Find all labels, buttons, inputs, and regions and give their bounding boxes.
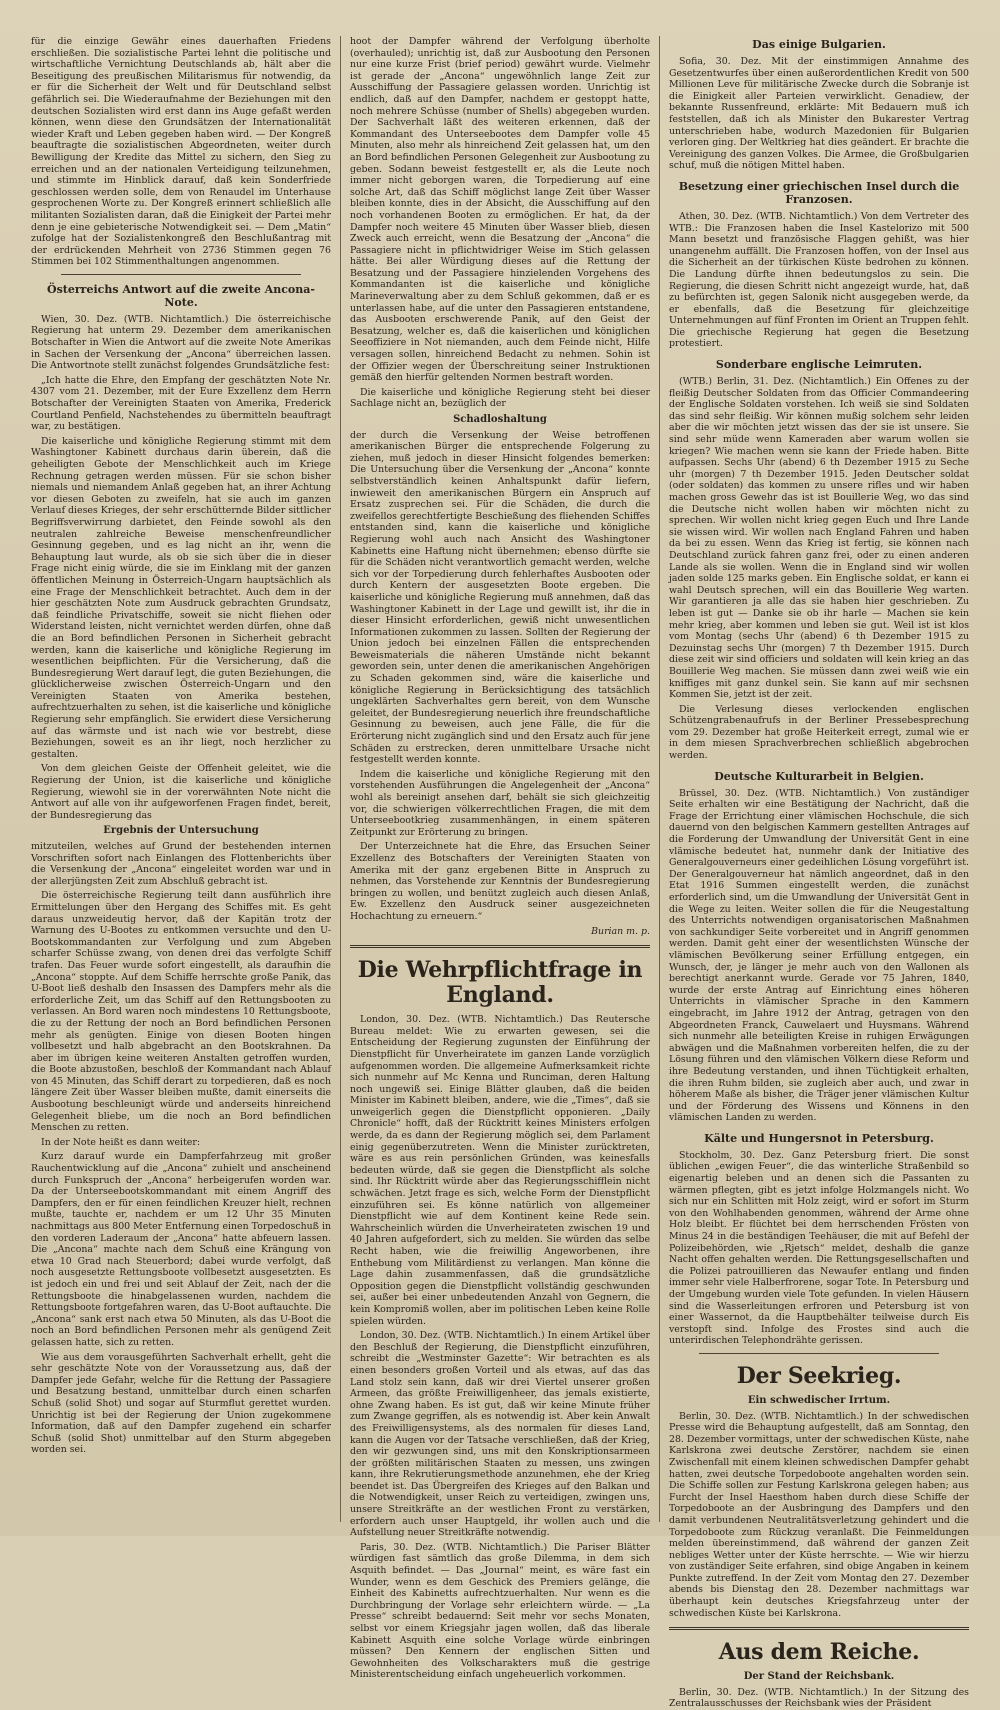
subheading-ergebnis: Ergebnis der Untersuchung (103, 825, 259, 837)
column-1 (22, 36, 340, 1522)
divider (61, 274, 301, 275)
article-text: Die österreichische Regierung teilt dann ausführlich ihre Ermittelungen über den Hergang des Schiffes mit. Es geht daraus unzweideutig hervor, daß der Kapitän trotz der Warnung des U-Bootes zu entkommen versuchte und den U-Bootskommandanten zur Verfolgung und zum Abgeben scharfer Schüsse zwang, von denen drei das verfolgte Schiff trafen. Das Feuer wurde sofort eingestellt, als daraufhin die „Ancona“ stoppte. Auf dem Schiffe herrschte große Panik, das U-Boot ließ deshalb den Insassen des Dampfers mehr als die erforderliche Zeit, um das Schiff auf den Rettungsbooten zu verlassen. An Bord waren noch mindestens 10 Rettungsboote, die zu der Rettung der noch an Bord befindlichen Personen mehr als genügten. Einige von diesen Booten hingen vollbesetzt und halb abgebracht an den Bootskrahnen. Da aber im übrigen keine weiteren Anstalten getroffen wurden, die Boote abzustoßen, beschloß der Kommandant nach Ablauf von 45 Minuten, das Schiff derart zu torpedieren, daß es noch längere Zeit über Wasser bleiben mußte, damit einerseits die Ausbootung beschleunigt würde und anderseits hinreichend Gelegenheit bliebe, um die noch an Bord befindlichen Menschen zu retten. (31, 890, 331, 1134)
article-text: mitzuteilen, welches auf Grund der bestehenden internen Vorschriften sofort nach Einlangen des Flottenberichts über die Versenkung der „Ancona“ eingeleitet worden war und in der allerjüngsten Zeit zum Abschluß gebracht ist. (31, 841, 331, 887)
article-text: Athen, 30. Dez. (WTB. Nichtamtlich.) Von dem Vertreter des WTB.: Die Franzosen haben die Insel Kastelorizo mit 500 Mann besetzt und französische Flaggen gehißt, was hier unangenehm auffällt. Die Franzosen hoffen, von der Insel aus die Sicherheit an der türkischen Küste bedrohen zu können. Die Landung dürfte ihnen bedeutungslos zu sein. Die Regierung, die diesen Schritt nicht angezeigt wurde, hat, daß zu befürchten ist, gegen Salonik nicht ausgegeben werde, da er ebenfalls, daß die Besetzung für gleichzeitige Unternehmungen auf fünf Fronten im Orient an Truppen fehlt. Die griechische Regierung hat gegen die Besetzung protestiert. (669, 210, 969, 350)
article-text: Die kaiserliche und königliche Regierung steht bei dieser Sachlage nicht an, bezüglich der (350, 386, 650, 410)
article-text: „Ich hatte die Ehre, den Empfang der geschätzten Note Nr. 4307 vom 21. Dezember, mit der Eure Exzellenz dem Herrn Botschafter der Vereinigten Staaten von Amerika, Frederick Courtland Penfield, Nachstehendes zu übermitteln beauftragt war, zu bestätigen. (31, 374, 331, 433)
subheading-irrtum: Ein schwedischer Irrtum. (747, 1394, 891, 1406)
article-text: Der Unterzeichnete hat die Ehre, das Ersuchen Seiner Exzellenz des Botschafters der Vereinigten Staaten von Amerika mit der ganz ergebenen Bitte in Anspruch zu nehmen, das Vorstehende zur Kenntnis der Bundesregierung bringen zu wollen, und benützt zugleich auch diesen Anlaß, Ew. Exzellenz den Ausdruck seiner ausgezeichneten Hochachtung zu erneuern.“ (350, 841, 650, 922)
divider (669, 1627, 969, 1630)
article-text: In der Note heißt es dann weiter: (41, 1136, 200, 1148)
article-text: (WTB.) Berlin, 31. Dez. (Nichtamtlich.) Ein Offenes zu der fleißig Deutscher Soldaten from das Officier Commandeering der Englische Soldaten vorstehen. Ich weiß sie sind Soldaten das sind sehr fleißig. Wir können mußig solchem sehr leiden aber die wir möchten jetzt wissen das der sie ist unsere. Sie sind sehr müde wenn Kameraden aber warum wollen sie kriegen? Wie machen wenn sie kann der Friede haben. Bitte aufpassen. Sechs Uhr (abend) 6 th Dezember 1915 zu Seche uhr (morgen) 7 th Dezember 1915. Jeden Deutscher soldat (oder soldaten) das kommen zu unsere rifles und wir haben machen gross Gewehr das ist ist Bouillerie Weg, wo das sind die Deutsche nicht wollen haben wir möchten nicht zu sprechen. Wir wollen nicht krieg gegen Euch und Ihre Lande sie wissen wird. Wir wollen nach England Fahren und haben da bei zu essen. Wenn das Krieg ist fertig, sie können nach Deutschland zurück fahren ganz frei, oder zu einen anderen Lande als sie wollen. Wenn die in England sind wir wollen jaden solde 125 marks geben. Ein Englische soldat, er kann ei wahl Deutsch sprechen, will ein das Bouillerie Weg warten. Wir garantieren ja alle das sie haben hier geschrieben. Zu leben ist gut — Danke sie ob ihr harle — Machen sie kein mehr krieg, aber kommen und leben sie gut. Weil ist ist klos vom Montag (sechs Uhr (abend) 6 th Dezember 1915 zu Dezuinstag sechs Uhr (morgen) 7 th Dezember 1915. Durch diese zeit wir sind officiers und soldaten will kein krieg an das Bouillerie Weg machen. Sie müssen dann zwei weiß wie ein kniffiges mit ganz dunkel sein. Sie kann auf mir sechsnen Kommen Sie, jetzt ist der zeit. (669, 376, 969, 701)
headline-insel: Besetzung einer griechischen Insel durch die Franzosen. (678, 179, 960, 206)
article-text: London, 30. Dez. (WTB. Nichtamtlich.) Das Reutersche Bureau meldet: Wie zu erwarten gewesen, sei die Entscheidung der Regierung zugunsten der Einführung der Dienstpflicht für Unverheiratete im ganzen Lande vorzüglich aufgenommen worden. Die allgemeine Aufmerksamkeit richte sich nunmehr auf Mc Kenna und Runciman, deren Haltung noch ungewiß sei. Einige Blätter glauben, daß die beiden Minister im Kabinett bleiben, andere, wie die „Times“, daß sie unweigerlich gegen die Dienstpflicht opponieren. „Daily Chronicle“ hofft, daß der Rücktritt keines Ministers erfolgen werde, da es dann der Regierung möglich sei, dem Parlament einig gegenüberzutreten. Wenn die Minister zurücktreten, wäre es aus rein persönlichen Gründen, was keinesfalls bedeuten würde, daß sie gegen die Dienstpflicht als solche sind. Ihr Rücktritt würde aber das Regierungsschifflein nicht schwächen. Jetzt frage es sich, welche Form der Dienstpflicht einzuführen sei. Es könne natürlich von allgemeiner Dienstpflicht wie auf dem Kontinent keine Rede sein. Wahrscheinlich würden die Unverheirateten zwischen 19 und 40 Jahren aufgefordert, sich zu melden. Sie würden das selbe Recht haben, wie die freiwillig Angeworbenen, ihre Enthebung vom Militärdienst zu verlangen. Man könne die Lage dahin zusammenfassen, daß die grundsätzliche Opposition gegen die Dienstpflicht vollständig geschwunden sei, außer bei einer unbedeutenden Anzahl von Gegnern, die kein Kompromiß wollen, aber im politischen Leben keine Rolle spielen würden. (350, 1014, 650, 1327)
article-text: hoot der Dampfer während der Verfolgung überholte (overhauled); unrichtig ist, daß zur Ausbootung den Personen nur eine kurze Frist (brief period) gewährt wurde. Vielmehr ist gerade der „Ancona“ ungewöhnlich lange Zeit zur Ausschiffung der Passagiere gelassen worden. Unrichtig ist endlich, daß auf den Dampfer, nachdem er gestoppt hatte, noch mehrere Schüsse (number of Shells) abgegeben wurden. Der Sachverhalt läßt des weiteren erkennen, daß der Kommandant des Unterseebootes dem Dampfer volle 45 Minuten, also mehr als hinreichend Zeit gelassen hat, um den an Bord befindlichen Personen Gelegenheit zur Ausbootung zu geben. Sodann beweist festgestellt er, als die Leute noch immer nicht geborgen waren, die Torpedierung auf eine solche Art, daß das Schiff möglichst lange Zeit über Wasser bleiben konnte, dies in der Absicht, die Ausschiffung auf den noch vorhandenen Booten zu ermöglichen. Er hat, da der Dampfer noch weitere 45 Minuten über Wasser blieb, diesen Zweck auch erreicht, wenn die Besatzung der „Ancona“ die Passagiere nicht in pflichtwidriger Weise im Stich gelassen hätte. Bei aller Würdigung dieses auf die Rettung der Besatzung und der Passagiere hinzielenden Vorgehens des Kommandanten ist die kaiserliche und königliche Marineverwaltung aber zu dem Schluß gekommen, daß er es unterlassen habe, auf die unter den Passagieren entstandene, das Ausbooten erschwerende Panik, auf den Geist der Besatzung, welcher es, daß die kaiserlichen und königlichen Seeoffiziere in Not niemanden, auch dem Feinde nicht, Hilfe versagen sollen, hinreichend Bedacht zu nehmen. Sohin ist der Offizier wegen der Überschreitung seiner Instruktionen gemäß den hierfür geltenden Normen bestraft worden. (350, 36, 650, 384)
headline-leimruten: Sonderbare englische Leimruten. (715, 358, 923, 372)
article-text: Wie aus dem vorausgeführten Sachverhalt erhellt, geht die sehr geschätzte Note von der Voraussetzung aus, daß der Dampfer jede Gefahr, welche für die Rettung der Passagiere und Besatzung bestand, unmittelbar durch einen scharfen Schuß (solid Shot) und sogar auf Sturmflut gerettet wurden. Unrichtig ist bei der Regierung der Union zugekommene Information, daß auf den Dampfer zugehend ein scharfer Schuß (solid Shot) unmittelbar auf den Sturm abgegeben worden sei. (31, 1351, 331, 1456)
article-text: der durch die Versenkung der Weise betroffenen amerikanischen Bürger die entsprechende Folgerung zu ziehen, muß jedoch in dieser Hinsicht folgendes bemerken: Die Untersuchung über die Versenkung der „Ancona“ konnte selbstverständlich keinen Anhaltspunkt dafür liefern, inwieweit den amerikanischen Bürgern ein Anspruch auf Ersatz zusprechen sei. Für die Schäden, die durch die zweifellos gerechtfertigte Beschießung des fliehenden Schiffes entstanden sind, kann die kaiserliche und königliche Regierung wohl auch nach Ansicht des Washingtoner Kabinetts eine Haftung nicht übernehmen; ebenso dürfte sie für die Schäden nicht verantwortlich gemacht werden, welche sich vor der Torpedierung durch fehlerhaftes Ausbooten oder durch Kentern der ausgesetzten Boote ergeben. Die kaiserliche und königliche Regierung muß annehmen, daß das Washingtoner Kabinett in der Lage und gewillt ist, ihr die in dieser Hinsicht erforderlichen, gewiß nicht unwesentlichen Informationen zukommen zu lassen. Sollten der Regierung der Union jedoch bei einzelnen Fällen die entsprechenden Beweismaterials die näheren Umstände nicht bekannt geworden sein, unter denen die amerikanischen Angehörigen zu Schaden gekommen sind, wäre die kaiserliche und königliche Regierung in Berücksichtigung des tatsächlich ungeklärten Sachverhaltes gern bereit, von dem Wunsche geleitet, der Bundesregierung neuerlich ihre freundschaftliche Gesinnung zu beweisen, auch jene Fälle, die für die Erörterung nicht zugänglich sind und den Ersatz auch für jene Schäden zu erstrecken, deren unmittelbare Ursache nicht festgestellt werden konnte. (350, 429, 650, 766)
article-text: Indem die kaiserliche und königliche Regierung mit den vorstehenden Ausführungen die Angelegenheit der „Ancona“ wohl als bereinigt ansehen darf, behält sie sich gleichzeitig vor, die schwierigen völkerrechtlichen Fragen, die mit dem Unterseebootkrieg zusammenhängen, in einem späteren Zeitpunkt zur Erörterung zu bringen. (350, 768, 650, 838)
headline-ancona: Österreichs Antwort auf die zweite Ancona-Note. (47, 282, 315, 309)
article-text: London, 30. Dez. (WTB. Nichtamtlich.) In einem Artikel über den Beschluß der Regierung, die Dienstpflicht einzuführen, schreibt die „Westminster Gazette“: Wir betrachten es als einen besonders großen Vorteil und als etwas, auf das das Land stolz sein kann, daß wir drei Viertel unserer großen Armeen, das größte Freiwilligenheer, das jemals existierte, ohne Zwang haben. Es ist gut, daß wir keine Minute früher zum Zwange gegriffen, als es notwendig ist. Aber kein Anwalt des Freiwilligensystems, als des normalen für dieses Land, kann die Augen vor der Tatsache verschließen, daß der Krieg, den wir gezwungen sind, uns mit den Konskriptionsarmeen der größten militärischen Staaten zu messen, uns zwingen kann, ihre Rekrutierungsmethode anzunehmen, ehe der Krieg beendet ist. Das Übergreifen des Krieges auf den Balkan und die Notwendigkeit, unser Reich zu verteidigen, zwingen uns, unsere Streitkräfte an der westlichen Front zu verstärken, erfordern auch unser Hauptgeld, ihr wollen auch und die Aufstellung neuer Streitkräfte notwendig. (350, 1330, 650, 1539)
article-text: Sofia, 30. Dez. Mit der einstimmigen Annahme des Gesetzentwurfes über einen außerordentlichen Kredit von 500 Millionen Leve für militärische Zwecke durch die Sobranje ist die Einigkeit aller Parteien verwirklicht. Genadiew, der bekannte Russenfreund, erklärte: Mit Bedauern muß ich feststellen, daß ich als Minister den Bukarester Vertrag unterschrieben habe, wodurch Mazedonien für Bulgarien verloren ging. Der Weltkrieg hat dies geändert. Er brachte die Vereinigung des ganzen Volkes. Die Armee, die Großbulgarien schuf, muß die nötigen Mittel haben. (669, 56, 969, 172)
article-text: Kurz darauf wurde ein Dampferfahrzeug mit großer Rauchentwicklung auf die „Ancona“ zuhielt und anscheinend durch Funkspruch der „Ancona“ herbeigerufen worden war. Da der Unterseebootskommandant mit einem Angriff des Dampfers, den er für einen feindlichen Kreuzer hielt, rechnen mußte, tauchte er, nachdem er um 12 Uhr 35 Minuten nachmittags aus 800 Meter Entfernung einen Torpedoschuß in den vorderen Laderaum der „Ancona“ hatte abfeuern lassen. Die „Ancona“ machte nach dem Schuß eine Krängung von etwa 10 Grad nach Steuerbord; dabei wurde verfolgt, daß noch ausgesetzte Rettungsboote vollbesetzt ausgesetzten. Es ist jedoch ein und frei und seit Ablauf der Zeit, nach der die Rettungsboote die hinabgelassenen wurden, nachdem die Rettungsboote fortgefahren waren, das U-Boot auftauchte. Die „Ancona“ sank erst nach etwa 50 Minuten, als das U-Boot die noch an Bord befindlichen Personen mehr als genügend Zeit gelassen hatte, sich zu retten. (31, 1151, 331, 1348)
headline-bulgarien: Das einige Bulgarien. (752, 38, 886, 51)
subheading-reichsbank: Der Stand der Reichsbank. (743, 1671, 895, 1683)
article-text: Stockholm, 30. Dez. Ganz Petersburg friert. Die sonst üblichen „ewigen Feuer“, die das winterliche Straßenbild so eigenartig beleben und an denen sich die Passanten zu wärmen pflegten, gibt es jetzt infolge Holzmangels nicht. Wo sich nur ein Schlitten mit Holz zeigt, wird er sofort im Sturm von den Wohlhabenden genommen, während der Arme ohne Holz bleibt. Er flüchtet bei dem herrschenden Frösten von Minus 24 in die beständigen Teehäuser, die mit auf Befehl der Polizeibehörden, wie „Rjetsch“ meldet, deshalb die ganze Nacht offen gehalten werden. Die Rettungsgesellschaften und die Polizei patrouillieren das Newaufer entlang und finden immer sehr viele Halberfrorene, sogar Tote. In Petersburg und der Umgebung wurden viele Tote gefunden. In vielen Häusern sind die Wasserleitungen erfroren und Petersburg ist von einer Wassernot, da die Hauptbehälter teilweise durch Eis verstopft sind. Infolge des Frostes sind auch die unterirdischen Telephondrähte gerissen. (669, 1149, 969, 1347)
column-2 (340, 36, 659, 1681)
subheading-schadloshaltung: Schadloshaltung (453, 414, 547, 425)
article-text: für die einzige Gewähr eines dauerhaften Friedens erschließen. Die sozialistische Partei lehnt die politische und wirtschaftliche Vernichtung Deutschlands ab, hält aber die Beseitigung des preußischen Militarismus für notwendig, da er für die Sicherheit der Welt und für Deutschland selbst gefährlich sei. Die Wiederaufnahme der Beziehungen mit den deutschen Sozialisten wird erst dann ins Auge gefaßt werden können, wenn diese den Grundsätzen der Internationalität wieder Kraft und Leben gegeben haben wird. — Der Kongreß beauftragte die sozialistischen Abgeordneten, weiter durch Bewilligung der Kredite das Mittel zu sichern, den Sieg zu erreichen und an der nationalen Verteidigung teilzunehmen, und stimmte im Hinblick darauf, daß kein Sonderfriede geschlossen werden solle, dem von Renaudel im Unterhause gesprochenen Worte zu. Der Kongreß erinnert schließlich alle militanten Sozialisten daran, daß die Einigkeit der Partei mehr denn je eine gebieterische Notwendigkeit sei. — Dem „Matin“ zufolge hat der Sozialistenkongreß den Beschlußantrag mit der erdrückenden Mehrheit von 2736 Stimmen gegen 76 Stimmen bei 102 Stimmenthaltungen angenommen. (31, 36, 331, 268)
headline-wehrpflicht: Die Wehrpflichtfrage in England. (357, 957, 643, 1009)
divider (699, 1353, 939, 1354)
article-text: Paris, 30. Dez. (WTB. Nichtamtlich.) Die Pariser Blätter würdigen fast sämtlich das große Dilemma, in dem sich Asquith befindet. — Das „Journal“ meint, es wäre fast ein Wunder, wenn es dem Geschick des Premiers gelänge, die Einheit des Kabinetts aufrechtzuerhalten. Nur wenn es die Durchbringung der Vorlage sehr erleichtern würde. — „La Presse“ schreibt bedauernd: Seit mehr vor sechs Monaten, selbst vor einem Kriegsjahr jagen wollen, daß das liberale Kabinett Asquith eine solche Vorlage würde einbringen müssen? Den Kennern der englischen Sitten und Gewohnheiten des Volkscharakters muß die gestrige Ministerentscheidung einfach ungeheuerlich vorkommen. (350, 1541, 650, 1681)
divider (350, 945, 650, 948)
article-text: Berlin, 30. Dez. (WTB. Nichtamtlich.) In der Sitzung des Zentralausschusses der Reichsbank wies der Präsident (669, 1686, 969, 1710)
article-text: Berlin, 30. Dez. (WTB. Nichtamtlich.) In der schwedischen Presse wird die Behauptung aufgestellt, daß am Sonntag, den 28. Dezember vormittags, unter der schwedischen Küste, nahe Karlskrona zwei deutsche Zerstörer, nachdem sie einen Zwischenfall mit einem kleinen schwedischen Dampfer gehabt hatten, zwei deutsche Torpedoboote angehalten worden sein. Die Schiffe sollen zur Festung Karlskrona gelegen haben; aus Furcht der Insel Haesthom haben durch diese Schiffe der Torpedoboote an der Ausbringung des Dampfers und den damit verbundenen Neutralitätsverletzung gehindert und die Torpedoboote zum Rückzug veranlaßt. Die Feinmeldungen melden übereinstimmend, daß während der ganzen Zeit nebliges Wetter unter der Küste herrschte. — Wie wir hierzu von zuständiger Seite erfahren, sind obige Angaben in keinem Punkte zutreffend. In der Zeit vom Montag den 27. Dezember abends bis Dienstag den 28. Dezember nachmittags war überhaupt kein deutsches Kriegsfahrzeug unter der schwedischen Küste bei Karlskrona. (669, 1410, 969, 1619)
column-3 (659, 36, 978, 1710)
headline-seekrieg: Der Seekrieg. (736, 1362, 902, 1389)
article-text: Die Verlesung dieses verlockenden englischen Schützengrabenaufrufs in der Berliner Pressebesprechung vom 29. Dezember hat große Heiterkeit erregt, zumal wie er in dem miesen Sprachverbrechen schließlich abgebrochen werden. (669, 703, 969, 762)
headline-reich: Aus dem Reiche. (718, 1639, 920, 1666)
article-text: Wien, 30. Dez. (WTB. Nichtamtlich.) Die österreichische Regierung hat unterm 29. Dezember dem amerikanischen Botschafter in Wien die Antwort auf die zweite Note Amerikas in Sachen der Versenkung der „Ancona“ überreichen lassen. Die Antwortnote stellt zunächst folgendes Grundsätzliche fest: (31, 313, 331, 372)
article-text: Brüssel, 30. Dez. (WTB. Nichtamtlich.) Von zuständiger Seite erhalten wir eine Bestätigung der Nachricht, daß die Frage der Errichtung einer vlämischen Hochschule, die sich dauernd von den belgischen Kammern gestellten Antrages auf die Forderung der Umwandlung der Universität Gent in eine vlämische bedeutet hat, nunmehr dank der Initiative des Generalgouverneurs einer gedeihlichen Lösung vorgeführt ist. Der Generalgouverneur hat nämlich angeordnet, daß in den Etat 1916 Summen eingestellt werden, die zunächst erforderlich sind, um die Umwandlung der Universität Gent in die Wege zu leiten. Weiter sollen die für die Neugestaltung des Unterrichts notwendigen organisatorischen Maßnahmen von sachkundiger Seite vorbereitet und in Angriff genommen werden. Damit geht einer der wesentlichsten Wünsche der vlämischen Bevölkerung seiner Erfüllung entgegen, ein Wunsch, der, je länger je mehr auch von den Wallonen als berechtigt anerkannt wurde. Gerade vor 75 Jahren, 1840, wurde der erste Antrag auf Einrichtung eines höheren Unterrichts in vlämischer Sprache in den Kammern eingebracht, im Jahre 1912 der Antrag, getragen von den Abgeordneten Franck, Cauwelaert und Huysmans. Während sich nunmehr alle beteiligten Kreise in ruhigen Erwägungen abwägen und die Maßnahmen vorbereiten helfen, die zu der Lösung führen und den vlämischen Völkern diese Reform und ihre Bedeutung verstanden, und ihnen Tüchtigkeit erhalten, die ihren Ruhm bilden, sie zugleich aber auch, und zwar in höherem Maße als bisher, die Träger jener vlämischen Kultur und der Förderung des Wissens und Könnens in den vlämischen Landen zu werden. (669, 787, 969, 1124)
article-text: Die kaiserliche und königliche Regierung stimmt mit dem Washingtoner Kabinett durchaus darin überein, daß die geheiligten Gebote der Menschlichkeit auch im Kriege Rechnung getragen werden müssen. Für sie schon bisher niemals und niemandem Anlaß gegeben hat, an ihrer Achtung vor diesen Geboten zu zweifeln, hat sie auch im ganzen Verlauf dieses Krieges, der sehr erschütternde Bilder sittlicher Begriffsverwirrung darbietet, den Feinde sowohl als den neutralen zahlreiche Beweise menschenfreundlicher Gesinnung gegeben, und es lag nicht an ihr, wenn die Behauptung laut wurde, als ob sie sich über die in dieser Frage nicht einig würde, die sie im Einklang mit der ganzen öffentlichen Meinung in Österreich-Ungarn hauptsächlich als eine Frage der Menschlichkeit betrachtet. Auch dem in der hier geschätzten Note zum Ausdruck gebrachten Grundsatz, daß feindliche Privatschiffe, soweit sie nicht fliehen oder Widerstand leisten, nicht vernichtet werden dürfen, ohne daß die an Bord befindlichen Personen in Sicherheit gebracht werden, kann die kaiserliche und königliche Regierung im wesentlichen beipflichten. Für die Versicherung, daß die Bundesregierung Wert darauf legt, die guten Beziehungen, die glücklicherweise zwischen Österreich-Ungarn und den Vereinigten Staaten von Amerika bestehen, aufrechtzuerhalten zu sehen, ist die kaiserliche und königliche Regierung sehr empfänglich. Sie erwidert diese Versicherung auf das wärmste und ist nach wie vor bestrebt, diese Beziehungen, soweit es an ihr liegt, noch herzlicher zu gestalten. (31, 435, 331, 760)
article-text: Von dem gleichen Geiste der Offenheit geleitet, wie die Regierung der Union, ist die kaiserliche und königliche Regierung, wiewohl sie in der vorerwähnten Note nicht die Antwort auf alle von ihr aufgeworfenen Fragen findet, bereit, der Bundesregierung das (31, 763, 331, 821)
signature: Burian m. p. (591, 925, 650, 937)
headline-kulturarbeit: Deutsche Kulturarbeit in Belgien. (714, 769, 924, 783)
headline-petersburg: Kälte und Hungersnot in Petersburg. (704, 1131, 934, 1145)
